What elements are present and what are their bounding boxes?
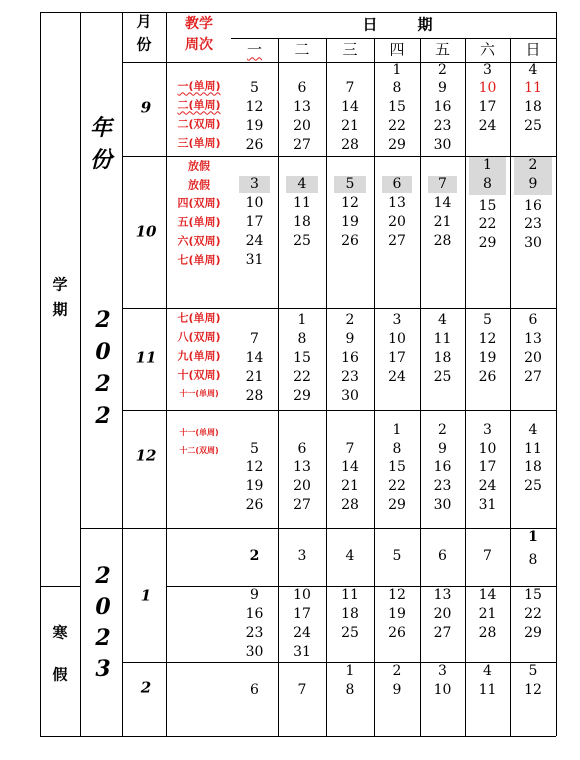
day-number: 19 xyxy=(388,606,406,622)
day-number: 30 xyxy=(433,497,452,513)
day-number: 4 xyxy=(483,663,492,679)
month-header-label: 份 xyxy=(136,35,152,54)
day-number: 22 xyxy=(478,216,497,232)
day-number: 24 xyxy=(293,625,311,641)
day-number: 15 xyxy=(388,99,406,115)
grid-line xyxy=(465,38,466,736)
day-number: 24 xyxy=(245,233,264,249)
day-number: 21 xyxy=(341,478,359,494)
day-number: 11 xyxy=(524,441,542,457)
day-number: 23 xyxy=(524,216,542,232)
day-number: 28 xyxy=(433,233,452,249)
day-number: 28 xyxy=(341,497,359,513)
day-number: 30 xyxy=(245,644,264,660)
day-number: 31 xyxy=(478,497,497,513)
grid-line xyxy=(122,12,123,736)
month-label-sep: 9 xyxy=(140,98,152,117)
month-label-feb: 2 xyxy=(140,678,152,697)
teaching-week-label: 七(单周) xyxy=(177,253,221,267)
day-number: 6 xyxy=(297,80,307,96)
grid-line xyxy=(510,38,511,736)
jan-divider xyxy=(166,586,556,587)
teaching-week-label: 十一(单周) xyxy=(179,389,219,398)
day-number: 5 xyxy=(528,663,538,679)
day-number: 28 xyxy=(478,625,497,641)
day-number: 18 xyxy=(293,214,311,230)
day-number: 23 xyxy=(433,478,452,494)
weekday-header: 二 xyxy=(294,40,310,59)
day-number: 13 xyxy=(524,331,542,347)
day-number: 6 xyxy=(528,312,538,328)
day-number: 26 xyxy=(245,497,264,513)
day-number: 7 xyxy=(250,331,259,347)
day-number: 31 xyxy=(293,644,311,660)
day-number: 27 xyxy=(293,497,311,513)
day-number: 3 xyxy=(483,422,492,438)
day-number: 30 xyxy=(524,235,542,251)
day-number: 28 xyxy=(341,137,359,153)
day-number: 24 xyxy=(478,118,497,134)
day-number: 9 xyxy=(392,682,402,698)
day-number: 6 xyxy=(392,176,402,192)
semester-winter-divider xyxy=(40,586,80,587)
day-number: 2 xyxy=(528,157,538,173)
date-header-divider xyxy=(231,38,556,39)
day-number: 21 xyxy=(245,369,264,385)
day-number: 31 xyxy=(245,252,264,268)
grid-line xyxy=(420,38,421,736)
day-number: 1 xyxy=(297,312,307,328)
day-number: 26 xyxy=(341,233,359,249)
day-number: 13 xyxy=(293,99,311,115)
day-number: 13 xyxy=(293,459,311,475)
weekday-header: 四 xyxy=(389,40,405,59)
table-left-border xyxy=(40,12,41,736)
year-word: 年 xyxy=(89,115,113,141)
day-number: 18 xyxy=(433,350,452,366)
day-number: 12 xyxy=(245,99,264,115)
day-number: 8 xyxy=(483,176,492,192)
day-number: 8 xyxy=(392,80,402,96)
day-number: 25 xyxy=(293,233,311,249)
day-number: 20 xyxy=(524,350,542,366)
day-number: 5 xyxy=(345,176,355,192)
day-number: 13 xyxy=(433,587,452,603)
day-number: 2 xyxy=(438,62,447,78)
day-number: 21 xyxy=(341,118,359,134)
teaching-week-label: 放假 xyxy=(188,178,210,192)
weekday-header: 五 xyxy=(434,40,451,59)
day-number: 15 xyxy=(478,198,497,214)
year-digit-2023: 3 xyxy=(95,656,111,682)
day-number: 6 xyxy=(438,548,447,564)
year-divider xyxy=(80,528,556,529)
day-number: 27 xyxy=(293,137,311,153)
day-number: 29 xyxy=(388,137,406,153)
day-number: 25 xyxy=(341,625,359,641)
weekday-header: 一 xyxy=(246,40,263,59)
winter-break-label: 寒 xyxy=(52,623,68,642)
day-number: 10 xyxy=(293,587,311,603)
weekday-header: 日 xyxy=(525,40,541,59)
day-number: 6 xyxy=(250,682,259,698)
teaching-week-label: 十(双周) xyxy=(177,368,221,382)
day-number: 18 xyxy=(524,459,542,475)
day-number: 22 xyxy=(293,369,311,385)
day-number: 22 xyxy=(388,118,406,134)
day-number: 29 xyxy=(293,388,311,404)
day-number: 10 xyxy=(478,441,497,457)
year-digit-2022: 2 xyxy=(95,371,111,397)
month-label-jan: 1 xyxy=(140,586,152,605)
day-number: 21 xyxy=(478,606,497,622)
day-number: 2 xyxy=(438,422,447,438)
day-number: 21 xyxy=(433,214,452,230)
year-digit-2023: 2 xyxy=(95,563,111,589)
day-number: 23 xyxy=(433,118,452,134)
day-number: 5 xyxy=(250,441,259,457)
day-number: 4 xyxy=(528,422,538,438)
day-number: 19 xyxy=(245,478,264,494)
day-number: 17 xyxy=(245,214,264,230)
day-number: 10 xyxy=(478,80,497,96)
grid-line xyxy=(326,38,327,736)
year-digit-2022: 2 xyxy=(95,307,111,333)
day-number: 8 xyxy=(392,441,402,457)
day-number: 1 xyxy=(392,62,402,78)
day-number: 13 xyxy=(388,195,406,211)
teaching-week-label: 四(双周) xyxy=(177,196,221,210)
day-number: 3 xyxy=(250,176,259,192)
day-number: 9 xyxy=(438,441,447,457)
day-number: 24 xyxy=(388,369,406,385)
year-word: 份 xyxy=(89,147,113,173)
day-number: 9 xyxy=(250,587,259,603)
day-number: 15 xyxy=(388,459,406,475)
table-bottom-border xyxy=(40,736,556,737)
day-number: 11 xyxy=(478,682,497,698)
day-number: 20 xyxy=(293,478,311,494)
day-number: 12 xyxy=(245,459,264,475)
day-number: 12 xyxy=(524,682,542,698)
grid-line xyxy=(122,410,556,411)
day-number: 18 xyxy=(341,606,359,622)
day-number: 9 xyxy=(528,176,538,192)
day-number: 1 xyxy=(392,422,402,438)
grid-line xyxy=(122,308,556,309)
day-number: 19 xyxy=(478,350,497,366)
teaching-week-label: 六(双周) xyxy=(177,234,221,248)
day-number: 17 xyxy=(293,606,311,622)
day-number: 4 xyxy=(345,548,355,564)
day-number: 15 xyxy=(293,350,311,366)
day-number: 9 xyxy=(345,331,355,347)
day-number: 1 xyxy=(345,663,355,679)
grid-line xyxy=(374,38,375,736)
day-number: 20 xyxy=(293,118,311,134)
day-number: 17 xyxy=(478,459,497,475)
table-right-border xyxy=(556,12,557,736)
day-number: 25 xyxy=(524,118,542,134)
day-number: 6 xyxy=(297,441,307,457)
day-number: 26 xyxy=(478,369,497,385)
weekday-header: 六 xyxy=(479,40,496,59)
day-number: 12 xyxy=(388,587,406,603)
day-number: 3 xyxy=(483,62,492,78)
teaching-week-label: 一(单周) xyxy=(177,79,221,93)
day-number: 3 xyxy=(297,548,307,564)
day-number: 19 xyxy=(245,118,264,134)
day-number: 26 xyxy=(388,625,406,641)
day-number: 16 xyxy=(245,606,264,622)
date-header-label: 期 xyxy=(417,15,433,34)
day-number: 3 xyxy=(438,663,447,679)
year-digit-2023: 0 xyxy=(95,594,111,620)
day-number: 14 xyxy=(478,587,497,603)
teaching-week-label: 放假 xyxy=(188,159,210,173)
day-number: 10 xyxy=(433,682,452,698)
weekday-header: 三 xyxy=(342,40,358,59)
day-number: 1 xyxy=(483,157,492,173)
day-number: 1 xyxy=(528,529,538,545)
day-number: 8 xyxy=(528,552,538,568)
teaching-week-label: 十二(双周) xyxy=(179,446,219,455)
day-number: 11 xyxy=(293,195,311,211)
day-number: 29 xyxy=(478,235,497,251)
teaching-week-label: 二(单周) xyxy=(177,98,221,112)
day-number: 22 xyxy=(524,606,542,622)
date-header-label: 日 xyxy=(362,15,378,34)
day-number: 22 xyxy=(388,478,406,494)
day-number: 27 xyxy=(524,369,542,385)
day-number: 3 xyxy=(392,312,402,328)
day-number: 16 xyxy=(433,459,452,475)
day-number: 2 xyxy=(345,312,355,328)
day-number: 7 xyxy=(345,441,355,457)
week-header-label: 周次 xyxy=(185,37,213,53)
day-number: 29 xyxy=(524,625,542,641)
day-number: 30 xyxy=(433,137,452,153)
month-label-dec: 12 xyxy=(135,446,157,465)
teaching-week-label: 二(双周) xyxy=(177,117,221,131)
day-number: 28 xyxy=(245,388,264,404)
winter-break-label: 假 xyxy=(52,665,68,684)
day-number: 23 xyxy=(341,369,359,385)
day-number: 7 xyxy=(483,548,492,564)
day-number: 7 xyxy=(297,682,307,698)
day-number: 14 xyxy=(433,195,452,211)
day-number: 4 xyxy=(297,176,307,192)
teaching-week-label: 三(单周) xyxy=(177,136,221,150)
day-number: 24 xyxy=(478,478,497,494)
teaching-week-label: 十一(单周) xyxy=(179,428,219,437)
day-number: 12 xyxy=(341,195,359,211)
teaching-week-label: 八(双周) xyxy=(177,330,221,344)
day-number: 27 xyxy=(433,625,452,641)
day-number: 7 xyxy=(438,176,447,192)
day-number: 30 xyxy=(341,388,359,404)
day-number: 2 xyxy=(249,548,260,564)
day-number: 2 xyxy=(392,663,402,679)
day-number: 8 xyxy=(297,331,307,347)
day-number: 26 xyxy=(245,137,264,153)
day-number: 16 xyxy=(341,350,359,366)
day-number: 11 xyxy=(524,80,542,96)
day-number: 4 xyxy=(528,62,538,78)
day-number: 7 xyxy=(345,80,355,96)
day-number: 23 xyxy=(245,625,264,641)
grid-line xyxy=(278,38,279,736)
day-number: 8 xyxy=(345,682,355,698)
day-number: 10 xyxy=(388,331,406,347)
day-number: 11 xyxy=(341,587,359,603)
day-number: 9 xyxy=(438,80,447,96)
day-number: 19 xyxy=(341,214,359,230)
year-digit-2023: 2 xyxy=(95,625,111,651)
day-number: 25 xyxy=(524,478,542,494)
teaching-week-label: 五(单周) xyxy=(177,215,221,229)
month-label-nov: 11 xyxy=(135,348,157,367)
day-number: 12 xyxy=(478,331,497,347)
day-number: 14 xyxy=(245,350,264,366)
day-number: 27 xyxy=(388,233,406,249)
day-number: 4 xyxy=(438,312,447,328)
day-number: 5 xyxy=(483,312,492,328)
day-number: 29 xyxy=(388,497,406,513)
day-number: 18 xyxy=(524,99,542,115)
week-header-label: 教学 xyxy=(185,16,213,32)
day-number: 10 xyxy=(245,195,264,211)
day-number: 11 xyxy=(433,331,452,347)
day-number: 20 xyxy=(388,214,406,230)
day-number: 17 xyxy=(478,99,497,115)
day-number: 14 xyxy=(341,99,359,115)
year-digit-2022: 0 xyxy=(95,339,111,365)
day-number: 14 xyxy=(341,459,359,475)
semester-label: 学 xyxy=(52,275,68,294)
grid-line xyxy=(166,12,167,736)
month-header-label: 月 xyxy=(136,12,152,31)
day-number: 16 xyxy=(524,198,542,214)
grid-line xyxy=(80,12,81,736)
table-top-border xyxy=(40,12,556,13)
day-number: 16 xyxy=(433,99,452,115)
day-number: 20 xyxy=(433,606,452,622)
semester-label: 期 xyxy=(52,300,68,319)
day-number: 5 xyxy=(250,80,259,96)
day-number: 5 xyxy=(392,548,402,564)
year-digit-2022: 2 xyxy=(95,403,111,429)
day-number: 17 xyxy=(388,350,406,366)
teaching-week-label: 九(单周) xyxy=(177,349,221,363)
day-number: 25 xyxy=(433,369,452,385)
month-label-oct: 10 xyxy=(135,222,157,241)
day-number: 15 xyxy=(524,587,542,603)
teaching-week-label: 七(单周) xyxy=(177,311,221,325)
